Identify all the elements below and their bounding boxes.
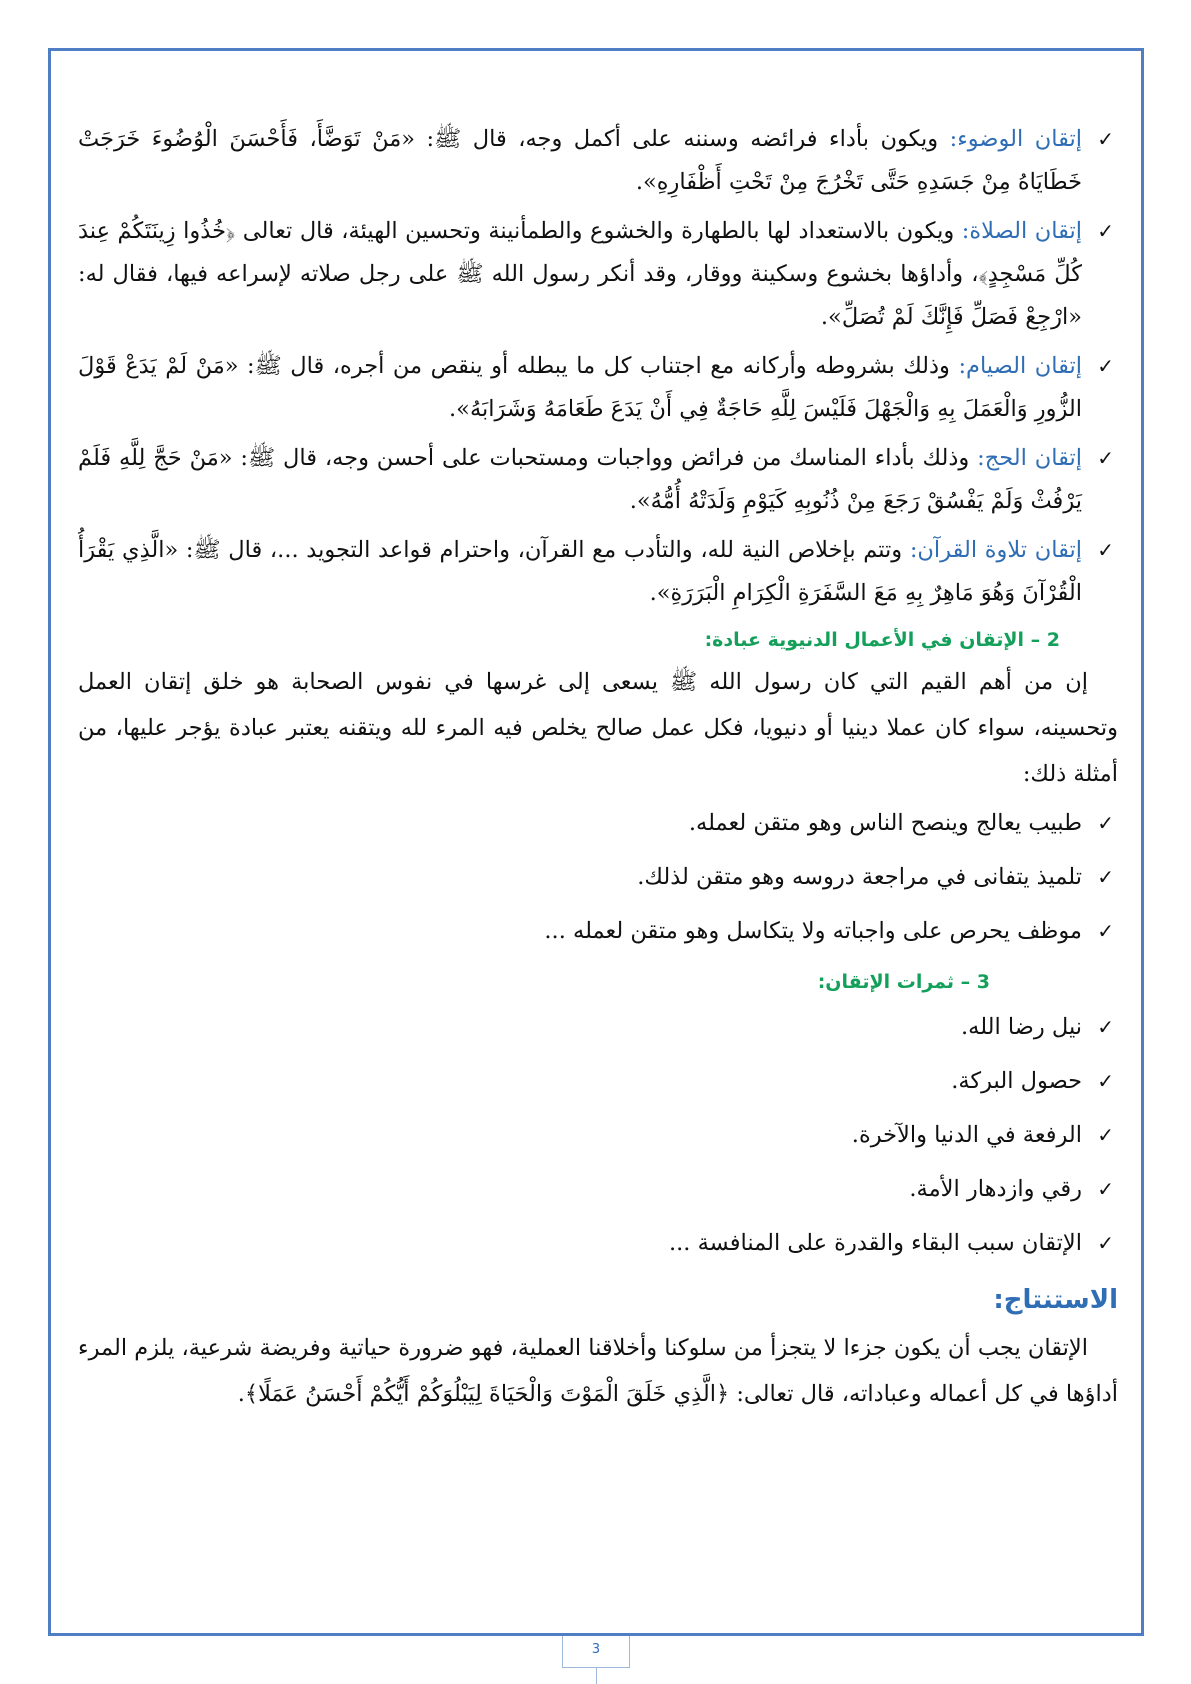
list-item xyxy=(78,1059,1118,1103)
section2-paragraph: إن من أهم القيم التي كان رسول الله ﷺ يسعى إلى غرسها في نفوس الصحابة هو خلق إتقان العمل وتحسينه، سواء كان عملا دينيا أو دنيويا، فكل عمل صالح يخلص فيه المرء لله ويتقنه يعتبر عبادة يؤجر عليها، من أمثلة ذلك: xyxy=(78,669,1118,787)
checkmark-icon: ✓ xyxy=(1097,446,1114,470)
conclusion-paragraph: الإتقان يجب أن يكون جزءا لا يتجزأ من سلوكنا وأخلاقنا العملية، فهو ضرورة حياتية وفريضة شرعية، يلزم المرء أداؤها في كل أعماله وعباداته، قال تعالى: ﴿الَّذِي خَلَقَ الْمَوْتَ وَالْحَيَاةَ لِيَبْلُوَكُمْ أَيُّكُمْ أَحْسَنُ عَمَلًا﴾. xyxy=(78,1335,1118,1407)
item-label: إتقان الحج: xyxy=(977,445,1083,471)
section3-list xyxy=(78,1005,1118,1265)
section3-heading: 3 – ثمرات الإتقان: xyxy=(817,971,990,993)
page-number: 3 xyxy=(562,1636,630,1668)
checkmark-icon: ✓ xyxy=(1097,811,1114,835)
list-item xyxy=(78,1113,1118,1157)
list-item-siyam xyxy=(78,345,1118,431)
list-item xyxy=(78,801,1118,845)
list-item xyxy=(78,1167,1118,1211)
list-item xyxy=(78,1221,1118,1265)
list-item xyxy=(78,855,1118,899)
list-item-wudu xyxy=(78,118,1118,204)
item-text: رقي وازدهار الأمة. xyxy=(909,1176,1082,1202)
item-text: موظف يحرص على واجباته ولا يتكاسل وهو متقن لعمله ... xyxy=(544,918,1082,944)
checkmark-icon: ✓ xyxy=(1097,1123,1114,1147)
page-number-tick xyxy=(596,1668,597,1684)
item-text: وتتم بإخلاص النية لله، والتأدب مع القرآن، واحترام قواعد التجويد ...، قال ﷺ: «الَّذِي يَقْرَأُ الْقُرْآنَ وَهُوَ مَاهِرٌ بِهِ مَعَ السَّفَرَةِ الْكِرَامِ الْبَرَرَةِ». xyxy=(78,537,1082,606)
item-text: وذلك بأداء المناسك من فرائض وواجبات ومستحبات على أحسن وجه، قال ﷺ: «مَنْ حَجَّ لِلَّهِ فَلَمْ يَرْفُثْ وَلَمْ يَفْسُقْ رَجَعَ مِنْ ذُنُوبِهِ كَيَوْمِ وَلَدَتْهُ أُمُّهُ». xyxy=(78,445,1082,514)
item-label: إتقان الصلاة: xyxy=(961,218,1082,244)
item-text: وذلك بشروطه وأركانه مع اجتناب كل ما يبطله أو ينقص من أجره، قال ﷺ: «مَنْ لَمْ يَدَعْ قَوْلَ الزُّورِ وَالْعَمَلَ بِهِ وَالْجَهْلَ فَلَيْسَ لِلَّهِ حَاجَةٌ فِي أَنْ يَدَعَ طَعَامَهُ وَشَرَابَهُ». xyxy=(78,353,1082,422)
item-text: نيل رضا الله. xyxy=(961,1014,1082,1040)
item-text: الرفعة في الدنيا والآخرة. xyxy=(851,1122,1082,1148)
item-text: الإتقان سبب البقاء والقدرة على المنافسة ... xyxy=(668,1230,1082,1256)
checkmark-icon: ✓ xyxy=(1097,354,1114,378)
checkmark-icon: ✓ xyxy=(1097,127,1114,151)
list-item xyxy=(78,909,1118,953)
item-text: ويكون بالاستعداد لها بالطهارة والخشوع والطمأنينة وتحسين الهيئة، قال تعالى ﴿خُذُوا زِينَتَكُمْ عِندَ كُلِّ مَسْجِدٍ﴾، وأداؤها بخشوع وسكينة ووقار، وقد أنكر رسول الله ﷺ على رجل صلاته لإسراعه فيها، فقال له: «ارْجِعْ فَصَلِّ فَإِنَّكَ لَمْ تُصَلِّ». xyxy=(78,218,1082,330)
item-text: تلميذ يتفانى في مراجعة دروسه وهو متقن لذلك. xyxy=(637,864,1082,890)
section2-heading: 2 – الإتقان في الأعمال الدنيوية عبادة: xyxy=(704,629,1060,651)
checkmark-icon: ✓ xyxy=(1097,1177,1114,1201)
page-content xyxy=(78,118,1118,1417)
section1-list xyxy=(78,118,1118,615)
section2-list xyxy=(78,801,1118,953)
checkmark-icon: ✓ xyxy=(1097,538,1114,562)
checkmark-icon: ✓ xyxy=(1097,1069,1114,1093)
list-item-hajj xyxy=(78,437,1118,523)
list-item-salat xyxy=(78,210,1118,339)
list-item-quran xyxy=(78,529,1118,615)
conclusion-title: الاستنتاج: xyxy=(993,1285,1118,1315)
checkmark-icon: ✓ xyxy=(1097,1015,1114,1039)
item-label: إتقان الصيام: xyxy=(958,353,1082,379)
item-text: طبيب يعالج وينصح الناس وهو متقن لعمله. xyxy=(688,810,1082,836)
list-item xyxy=(78,1005,1118,1049)
checkmark-icon: ✓ xyxy=(1097,1231,1114,1255)
item-label: إتقان الوضوء: xyxy=(949,126,1082,152)
checkmark-icon: ✓ xyxy=(1097,919,1114,943)
checkmark-icon: ✓ xyxy=(1097,865,1114,889)
item-text: ويكون بأداء فرائضه وسننه على أكمل وجه، قال ﷺ: «مَنْ تَوَضَّأَ، فَأَحْسَنَ الْوُضُوءَ خَرَجَتْ خَطَايَاهُ مِنْ جَسَدِهِ حَتَّى تَخْرُجَ مِنْ تَحْتِ أَظْفَارِهِ». xyxy=(78,126,1082,195)
checkmark-icon: ✓ xyxy=(1097,219,1114,243)
item-label: إتقان تلاوة القرآن: xyxy=(909,537,1082,563)
item-text: حصول البركة. xyxy=(951,1068,1082,1094)
